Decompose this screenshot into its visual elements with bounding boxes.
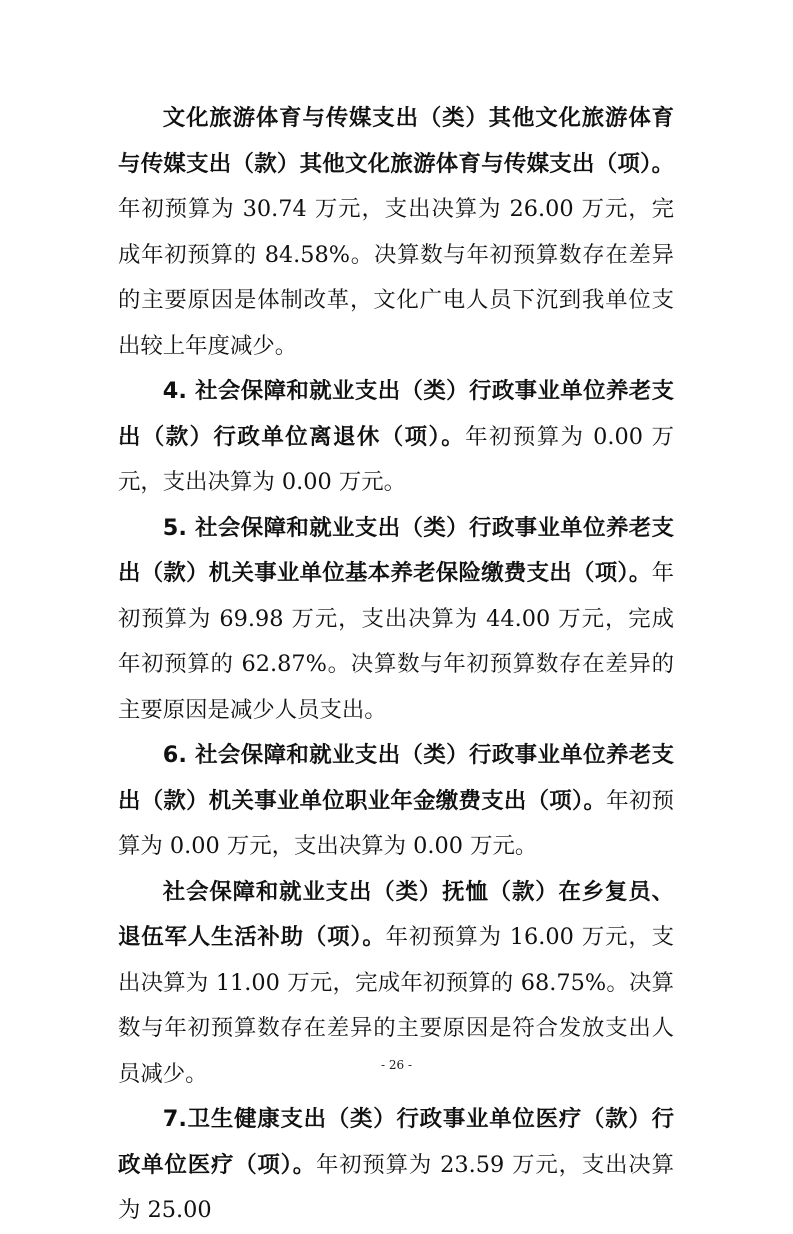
paragraph-text: 年初预算为 0.00 万元，支出决算为 0.00 万元。 xyxy=(118,787,674,859)
paragraph-basic-pension xyxy=(118,506,674,734)
paragraph-heading: 7.卫生健康支出（类）行政事业单位医疗（款）行政单位医疗（项）。 xyxy=(118,1106,674,1178)
paragraph-text: 年初预算为 30.74 万元，支出决算为 26.00 万元，完成年初预算的 84.58%。决算数与年初预算数存在差异的主要原因是体制改革，文化广电人员下沉到我单位支出较上年度减少。 xyxy=(118,196,674,359)
paragraph-heading: 社会保障和就业支出（类）抚恤（款）在乡复员、退伍军人生活补助（项）。 xyxy=(118,878,674,950)
paragraph-text: 年初预算为 69.98 万元，支出决算为 44.00 万元，完成年初预算的 62.87%。决算数与年初预算数存在差异的主要原因是减少人员支出。 xyxy=(118,560,674,723)
paragraph-heading: 5. 社会保障和就业支出（类）行政事业单位养老支出（款）机关事业单位基本养老保险缴费支出（项）。 xyxy=(118,514,674,586)
paragraph-heading: 6. 社会保障和就业支出（类）行政事业单位养老支出（款）机关事业单位职业年金缴费支出（项）。 xyxy=(118,742,674,814)
paragraph-heading: 文化旅游体育与传媒支出（类）其他文化旅游体育与传媒支出（款）其他文化旅游体育与传媒支出（项）。 xyxy=(118,105,674,177)
paragraph-culture-other xyxy=(118,96,674,369)
paragraph-text: 年初预算为 0.00 万元，支出决算为 0.00 万元。 xyxy=(118,423,674,495)
paragraph-health-medical xyxy=(118,1097,674,1234)
paragraph-heading: 4. 社会保障和就业支出（类）行政事业单位养老支出（款）行政单位离退休（项）。 xyxy=(118,378,674,450)
paragraph-text: 年初预算为 16.00 万元，支出决算为 11.00 万元，完成年初预算的 68.75%。决算数与年初预算数存在差异的主要原因是符合发放支出人员减少。 xyxy=(118,924,674,1087)
paragraph-occupational-annuity xyxy=(118,733,674,870)
page-number: - 26 - xyxy=(380,1058,412,1072)
paragraph-retirement xyxy=(118,369,674,506)
paragraph-text: 年初预算为 23.59 万元，支出决算为 25.00 xyxy=(118,1151,674,1223)
